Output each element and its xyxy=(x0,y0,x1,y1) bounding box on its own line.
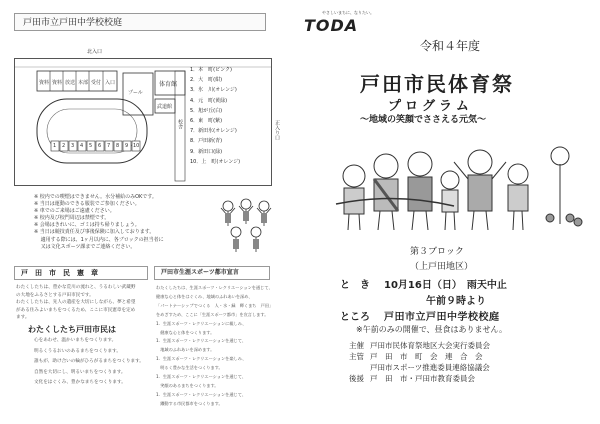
main-entrance-label: 正入り口 xyxy=(274,120,280,140)
note-item: ※ 車でのご来場はご遠慮ください。 xyxy=(34,208,115,215)
sports-line: わたくしたちは、生涯スポーツ・レクリエーションを通じて、 xyxy=(156,285,273,290)
slogan-list xyxy=(34,336,154,389)
tent-label: 8 xyxy=(116,143,120,149)
where-label: ところ xyxy=(340,312,370,323)
tent-label: 6 xyxy=(98,143,102,149)
tent-label: 9 xyxy=(125,143,129,149)
organizer-role: 主管 xyxy=(349,352,364,361)
school-building-label: 校舎 xyxy=(177,119,183,129)
legend-item: 5．旭が丘(白) xyxy=(190,107,223,114)
organizer-role: 後援 xyxy=(349,374,364,383)
slogan-item: 自然を大切にし、明るいまちをつくります。 xyxy=(34,369,126,375)
sports-declaration-title: 戸田市生涯スポーツ都市宣言 xyxy=(154,266,270,280)
organizer-row xyxy=(346,340,493,351)
tent-label: 7 xyxy=(107,143,111,149)
sports-line: 地域のふれあいを深めます。 xyxy=(156,347,215,353)
slogan-item: 文化をはぐくみ、豊かなまちをつくります。 xyxy=(34,380,126,385)
building-label: 資料 xyxy=(52,80,63,86)
sports-line: 健康な心と体をつくります。 xyxy=(156,329,215,335)
note-item: 適用する際には、1ヶ月以内に、各ブロックの担当者に xyxy=(34,236,164,243)
building-label: 資料 xyxy=(39,80,50,86)
charter-line: ます。 xyxy=(16,315,30,321)
event-title: 戸田市民体育祭 xyxy=(360,72,514,96)
cheering-people-illustration xyxy=(334,134,586,232)
charter-line: がある住みよいまちをつくるため、ここに市民憲章を定め xyxy=(16,307,136,313)
organizer-name: 戸 田 市・戸田市教育委員会 xyxy=(370,374,475,383)
legend-item: 10．上 町(オレンジ) xyxy=(190,158,241,165)
north-entrance-label: 北入口 xyxy=(87,49,103,55)
note-item: 又は文化スポーツ課までご連絡ください。 xyxy=(34,243,136,250)
organizers-table xyxy=(346,340,493,384)
charter-line: わたくしたちは、先人の遺産を大切にしながら、夢と希望 xyxy=(16,300,136,306)
block-legend xyxy=(190,65,250,167)
charter-line: の大地をふるさとする戸田市民です。 xyxy=(16,292,94,298)
organizer-row xyxy=(346,351,493,362)
legend-item: 8．戸田新(青) xyxy=(190,138,223,145)
note-item: ※ 会場はきれいに、ゴミは持ち帰りましょう。 xyxy=(34,222,140,229)
sports-line: をめざすため、ここに「生涯スポーツ都市」を宣言します。 xyxy=(156,311,269,317)
tent-label: 5 xyxy=(89,143,93,149)
legend-item: 6．東 町(紫) xyxy=(190,118,223,125)
sports-line: 明るく豊かな生活をつくります。 xyxy=(156,365,223,371)
sports-line: 「パートナーシップでつくる 人・水・緑 輝くまち 戸田」 xyxy=(156,302,274,308)
legend-item: 9．新田口(緑) xyxy=(190,148,223,155)
slogan-item: 心をあわせ、温かいまちをつくります。 xyxy=(34,338,117,343)
lunch-notice: ※午前のみの開催で、昼食はありません。 xyxy=(356,325,508,334)
slogan-title: わたくしたち戸田市民は xyxy=(28,325,116,334)
slogan-item: 明るくうるおいのあるまちをつくります。 xyxy=(34,348,121,354)
organizer-row xyxy=(346,373,493,384)
tent-label: 3 xyxy=(71,143,75,149)
sports-declaration-text xyxy=(156,284,276,409)
organizer-row xyxy=(346,362,493,373)
toda-logo xyxy=(304,10,374,35)
note-item: ※ 当日は運動のできる服装でご参加ください。 xyxy=(34,201,140,208)
building-label: 放送 xyxy=(65,80,76,86)
block-number: 第３ブロック xyxy=(410,247,464,257)
cheering-children-illustration xyxy=(218,196,274,254)
sports-line: 1．生涯スポーツ・レクリエーションを楽しみ、 xyxy=(156,356,247,362)
slogan-item: 誰もが、助け合いの輪がひろがるまちをつくります。 xyxy=(34,359,144,364)
building-label: 入口 xyxy=(105,80,116,86)
event-tagline: ～地域の笑顔でささえる元気～ xyxy=(360,115,487,125)
gym-label: 体育館 xyxy=(159,81,178,88)
tent-label: 1 xyxy=(53,143,57,149)
organizer-name: 戸田市民体育祭地区大会実行委員会 xyxy=(370,341,490,350)
charter-line: わたくしたちは、豊かな荒川の流れと、うるわしい武蔵野 xyxy=(16,285,136,290)
sports-line: 1．生涯スポーツ・レクリエーションに親しみ、 xyxy=(156,320,247,326)
when-label: と き xyxy=(340,280,370,291)
logo-tagline: やさしいまちに、なりたい。 xyxy=(322,10,374,15)
budokan-label: 武道館 xyxy=(157,104,173,110)
sports-line: 1．生涯スポーツ・レクリエーションを通じて、 xyxy=(156,391,247,397)
event-venue: 戸田市立戸田中学校校庭 xyxy=(384,312,500,323)
notes-list xyxy=(34,194,214,251)
building-label: 本部 xyxy=(78,80,89,86)
note-item: ※ 当日は競技責任及び事後保険に加入しております。 xyxy=(34,229,155,236)
legend-item: 4．元 町(黄緑) xyxy=(190,97,228,104)
sports-line: 笑顔のあるまちをつくります。 xyxy=(156,382,219,388)
legend-item: 3．氷 川(オレンジ) xyxy=(190,87,237,94)
pool-label: プール xyxy=(128,90,143,96)
charter-text xyxy=(16,284,150,322)
legend-item: 1．本 町(ピンク) xyxy=(190,67,232,73)
note-item: ※ 校内での喫煙はできません。水分補給のみOKです。 xyxy=(34,194,157,200)
building-label: 受付 xyxy=(91,80,102,86)
legend-item: 2．大 町(紺) xyxy=(190,77,223,84)
charter-title: 戸 田 市 民 憲 章 xyxy=(14,266,148,280)
program-subtitle: プログラム xyxy=(388,99,473,114)
organizer-role xyxy=(346,362,367,373)
sports-line: 健康な心と体をはぐくみ、地域のふれあいを深め、 xyxy=(156,293,253,299)
event-date: 10月16日（日） 雨天中止 xyxy=(384,280,507,291)
fiscal-year: 令和４年度 xyxy=(420,39,481,53)
logo-wordmark: TODA xyxy=(304,16,359,35)
organizer-name: 戸田市スポーツ推進委員連絡協議会 xyxy=(370,363,490,372)
legend-item: 7．新田氷(オレンジ) xyxy=(190,128,237,135)
sports-line: 1．生涯スポーツ・レクリエーションを通じて、 xyxy=(156,338,247,344)
organizer-name: 戸 田 市 町 会 連 合 会 xyxy=(370,352,483,361)
sports-line: 1．生涯スポーツ・レクリエーションを通じて、 xyxy=(156,374,247,380)
tent-label: 2 xyxy=(62,143,66,149)
tent-label: 10 xyxy=(133,143,140,149)
venue-title: 戸田市立戸田中学校校庭 xyxy=(14,13,266,31)
organizer-role: 主催 xyxy=(349,341,364,350)
event-time: 午前９時より xyxy=(426,296,486,307)
tent-label: 4 xyxy=(80,143,84,149)
district-name: （上戸田地区） xyxy=(410,262,474,272)
note-item: ※ 校内及び校門周辺は禁煙です。 xyxy=(34,215,110,222)
sports-line: 躍動する市民都市をつくります。 xyxy=(156,400,223,406)
